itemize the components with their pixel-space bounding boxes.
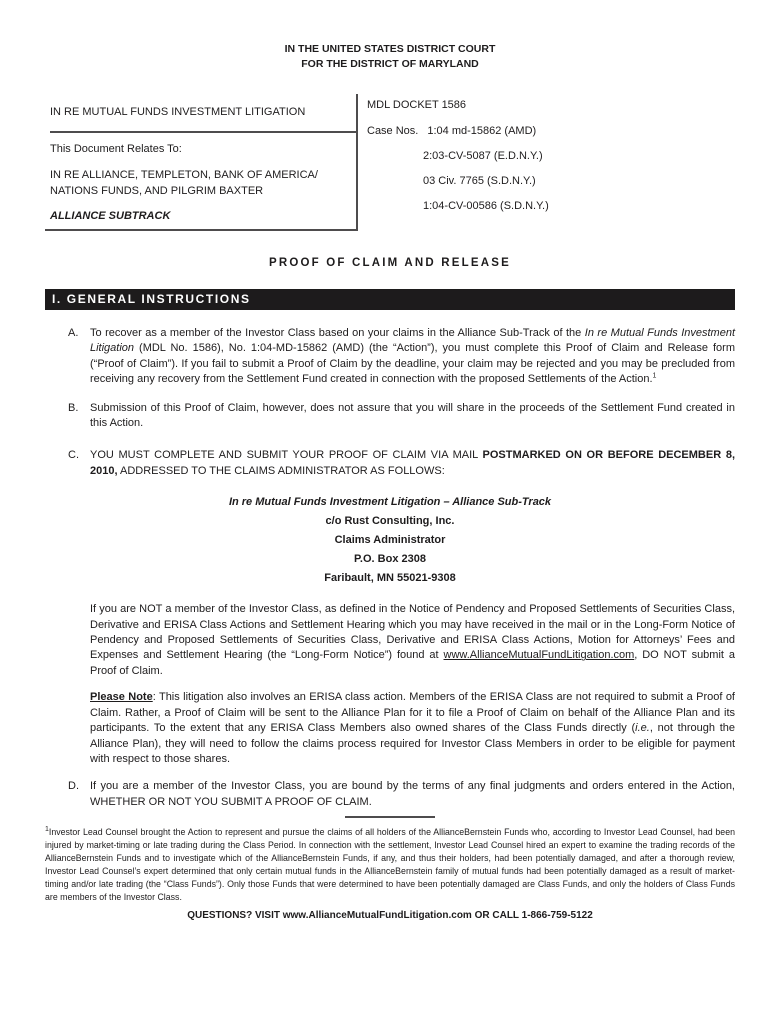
subtrack-label: ALLIANCE SUBTRACK [50, 210, 171, 222]
not-member-paragraph [90, 602, 735, 679]
related-case-line1: IN RE ALLIANCE, TEMPLETON, BANK OF AMERICA/ [50, 169, 318, 181]
item-c-post: ADDRESSED TO THE CLAIMS ADMINISTRATOR AS FOLLOWS: [117, 464, 445, 477]
address-po-box: P.O. Box 2308 [354, 553, 426, 566]
please-note-paragraph [90, 690, 735, 767]
case-number-2: 2:03-CV-5087 (E.D.N.Y.) [423, 150, 543, 162]
item-c-pre: YOU MUST COMPLETE AND SUBMIT YOUR PROOF OF CLAIM VIA MAIL [90, 449, 483, 462]
court-header-line1: IN THE UNITED STATES DISTRICT COURT [284, 43, 496, 55]
case-numbers-label: Case Nos. [367, 125, 419, 137]
caption-right-column [358, 94, 735, 231]
court-header [45, 42, 735, 72]
caption-left-column [45, 94, 358, 231]
item-a-post: (MDL No. 1586), No. 1:04-MD-15862 (AMD) (the “Action”), you must complete this Proof of Claim and Release form (“Proof of Claim”). If you fail to submit a Proof of Claim by the deadline, your claim may be rejected and you may be precluded from receiving any recovery from the Settlement Fund created in connection with the proposed Settlements of the Action. [90, 342, 735, 386]
item-a-label: A. [68, 327, 79, 339]
instruction-item-d [45, 779, 735, 810]
please-note-post: , not through the Alliance Plan), they will need to follow the claims process required for Investor Class Members in order to be eligible for payment with respect to those shares. [90, 722, 735, 765]
case-number-row [367, 125, 735, 137]
case-title: IN RE MUTUAL FUNDS INVESTMENT LITIGATION [50, 94, 356, 133]
item-b-label: B. [68, 401, 79, 414]
litigation-website-link[interactable]: www.AllianceMutualFundLitigation.com [443, 649, 635, 662]
item-c-text [90, 448, 735, 479]
instruction-item-b [45, 401, 735, 432]
caption-left-body [50, 133, 356, 229]
please-note-ie-italic: i.e. [635, 722, 650, 735]
case-number-3: 03 Civ. 7765 (S.D.N.Y.) [423, 175, 536, 187]
not-member-post: , DO NOT submit a Proof of Claim. [90, 649, 735, 677]
item-d-label: D. [68, 780, 79, 793]
document-title: PROOF OF CLAIM AND RELEASE [268, 257, 512, 269]
address-city-state-zip: Faribault, MN 55021-9308 [324, 572, 456, 585]
related-case-name [50, 168, 348, 199]
address-care-of: c/o Rust Consulting, Inc. [325, 515, 455, 528]
address-claims-administrator: Claims Administrator [334, 534, 446, 547]
case-number-1: 1:04 md-15862 (AMD) [427, 125, 537, 137]
relates-to-label: This Document Relates To: [50, 143, 182, 155]
section-heading-general-instructions: I. GENERAL INSTRUCTIONS [45, 289, 735, 310]
footnote-reference-marker: 1 [652, 372, 657, 380]
court-header-line2: FOR THE DISTRICT OF MARYLAND [301, 58, 479, 70]
address-case-name: In re Mutual Funds Investment Litigation – Alliance Sub-Track [228, 496, 552, 509]
case-caption [45, 94, 735, 231]
footnote-1-text: Investor Lead Counsel brought the Action to represent and pursue the claims of all holders of the AllianceBernstein Funds who, according to Investor Lead Counsel, had been injured by market-timing or late trading during the Class Period. In connection with the settlement, Investor Lead Counsel hired an expert to examine the trading records of the AllianceBernstein Funds and to investigate which of the AllianceBernstein Funds, if any, and thus their holders, had been potentially damaged, and after a thorough review, Investor Lead Counsel’s expert determined that only certain mutual funds in the AllianceBernstein family of mutual funds had been potentially damaged as a result of market-timing and/or late trading (the “Class Funds”). Only those Funds that were determined to have been potentially damaged are Class Funds, and only the holders of Class Funds are members of the Investor Class. [45, 827, 735, 903]
item-a-text [90, 326, 735, 388]
related-case-line2: NATIONS FUNDS, AND PILGRIM BAXTER [50, 184, 264, 197]
not-member-pre: If you are NOT a member of the Investor Class, as defined in the Notice of Pendency and Proposed Settlements of Securities Class, Derivative and ERISA Class Actions and Settlement Hearing which you may have received in the mail or in the Long-Form Notice of Pendency and Proposed Settlements of Securities Class, Derivative and ERISA Class Actions, Motion for Attorneys’ Fees and Expenses and Settlement Hearing (the “Long-Form Notice”) found at [90, 603, 735, 662]
item-c-label: C. [68, 449, 79, 462]
item-d-text: If you are a member of the Investor Class, you are bound by the terms of any final judgments and orders entered in the Action, WHETHER OR NOT YOU SUBMIT A PROOF OF CLAIM. [90, 780, 735, 808]
claims-administrator-address [45, 493, 735, 588]
item-a-case-name-italic: In re Mutual Funds Investment Litigation [90, 327, 735, 355]
instruction-item-c [45, 448, 735, 479]
footnote-separator-rule [345, 816, 435, 818]
footnote-1-marker: 1 [45, 826, 49, 834]
questions-footer: QUESTIONS? VISIT www.AllianceMutualFundLitigation.com OR CALL 1-866-759-5122 [187, 910, 593, 922]
item-b-text: Submission of this Proof of Claim, however, does not assure that you will share in the proceeds of the Settlement Fund created in this Action. [90, 401, 735, 430]
item-a-pre: To recover as a member of the Investor Class based on your claims in the Alliance Sub-Track of the [90, 327, 585, 339]
please-note-label: Please Note [90, 691, 153, 704]
please-note-mid: : This litigation also involves an ERISA class action. Members of the ERISA Class are not required to submit a Proof of Claim. Rather, a Proof of Claim will be sent to the Alliance Plan for it to file a Proof of Claim on behalf of the Alliance Plan and its participants. To the extent that any ERISA Class Members also owned shares of the Class Funds directly ( [90, 691, 735, 735]
case-number-4: 1:04-CV-00586 (S.D.N.Y.) [423, 200, 549, 212]
instruction-item-a [45, 326, 735, 388]
mdl-docket-number: MDL DOCKET 1586 [367, 99, 467, 111]
footnote-1 [45, 826, 735, 904]
item-c-deadline-bold: POSTMARKED ON OR BEFORE DECEMBER 8, 2010, [90, 449, 735, 477]
